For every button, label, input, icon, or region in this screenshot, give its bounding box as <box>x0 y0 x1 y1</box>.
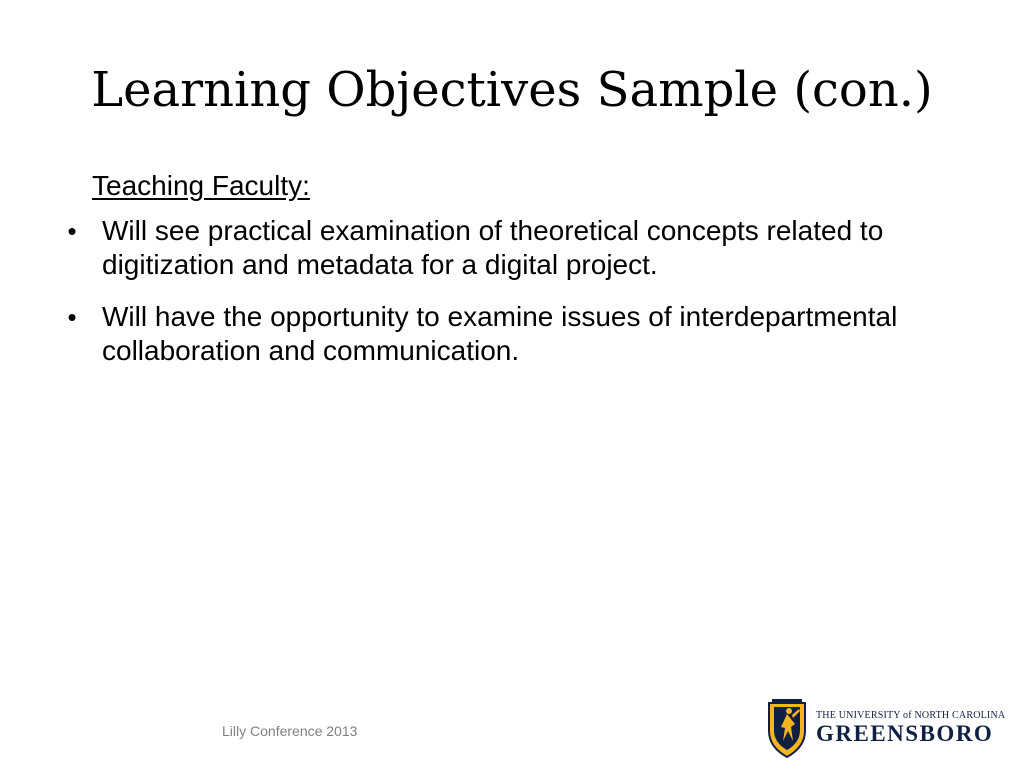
bullet-item <box>60 214 942 282</box>
slide-title: Learning Objectives Sample (con.) <box>91 62 933 118</box>
uncg-shield-icon <box>766 697 808 759</box>
university-logo <box>766 697 1006 759</box>
bullet-item <box>60 300 942 368</box>
slide-body <box>60 168 960 386</box>
subheading: Teaching Faculty: <box>92 170 310 201</box>
bullet-list <box>60 214 960 368</box>
logo-university-line: THE UNIVERSITY of NORTH CAROLINA <box>816 710 1006 721</box>
bullet-icon: • <box>67 216 77 246</box>
bullet-text: Will see practical examination of theoretical concepts related to digitization and metadata for a digital project. <box>102 215 884 280</box>
footer-text: Lilly Conference 2013 <box>222 723 358 739</box>
bullet-text: Will have the opportunity to examine issues of interdepartmental collaboration and communication. <box>102 301 898 366</box>
bullet-icon: • <box>67 302 77 332</box>
logo-campus-name: GREENSBORO <box>816 721 994 746</box>
